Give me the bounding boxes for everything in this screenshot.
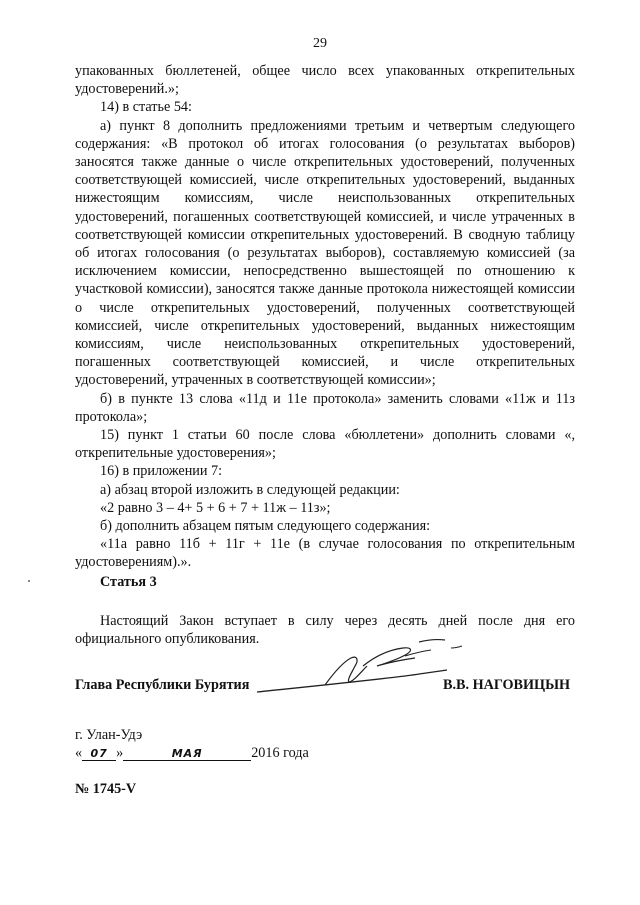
signer-title: Глава Республики Бурятия — [75, 677, 250, 693]
law-body-text — [75, 62, 575, 572]
handwritten-signature — [255, 636, 465, 698]
paragraph-item-14: 14) в статье 54: — [100, 99, 192, 116]
date-year: 2016 года — [251, 745, 309, 761]
paragraph-item-15: 15) пункт 1 статьи 60 после слова «бюллетени» дополнить словами «, открепительные удостоверения»; — [75, 427, 575, 462]
paragraph-continuation: упакованных бюллетеней, общее число всех упакованных открепительных удостоверений.»; — [75, 63, 575, 98]
paragraph-item-16: 16) в приложении 7: — [100, 463, 223, 480]
closing-paragraph: Настоящий Закон вступает в силу через десять дней после дня его официального опубликования. — [75, 613, 575, 648]
margin-mark — [28, 580, 30, 582]
paragraph-formula-2: «2 равно 3 – 4+ 5 + 6 + 7 + 11ж – 11з»; — [100, 499, 331, 516]
paragraph-item-16a: а) абзац второй изложить в следующей редакции: — [100, 481, 400, 498]
date-day: 07 — [82, 747, 116, 761]
paragraph-item-14a: а) пункт 8 дополнить предложениями третьим и четвертым следующего содержания: «В протокол об итогах голосования (о результатах выборов) заносятся также данные о числе открепительных удостоверений, полученных соответствующей комиссией, числе открепительных удостоверений, выданных нижестоящим комиссиям, числе неиспользованных открепительных удостоверений, погашенных соответствующей комиссией, и числе утраченных в соответствующей комиссии открепительных удостоверений. В сводную таблицу об итогах голосования (о результатах выборов), составляемую комиссией (за исключением комиссии, непосредственно вышестоящей по отношению к участковой комиссии), заносятся также данные протокола нижестоящей комиссии о числе открепительных удостоверений, полученных соответствующей комиссией, числе открепительных удостоверений, выданных нижестоящим комиссиям, числе неиспользованных открепительных удостоверений, погашенных соответствующей комиссией, и числе открепительных удостоверений, утраченных в соответствующей комиссии»; — [75, 117, 575, 389]
paragraph-item-16b: б) дополнить абзацем пятым следующего содержания: — [100, 518, 431, 535]
paragraph-item-14b: б) в пункте 13 слова «11д и 11е протокола» заменить словами «11ж и 11з протокола»; — [75, 390, 575, 425]
document-number: № 1745-V — [75, 781, 137, 797]
signing-date — [75, 745, 309, 762]
date-open-quote: « — [75, 745, 83, 761]
date-month: МАЯ — [123, 747, 251, 761]
place-of-signing: г. Улан-Удэ — [75, 727, 143, 743]
date-close-quote: » — [116, 745, 124, 761]
page-number: 29 — [313, 36, 327, 51]
paragraph-formula-11a: «11а равно 11б + 11г + 11е (в случае голосования по открепительным удостоверениям).». — [75, 536, 575, 571]
article-heading: Статья 3 — [100, 574, 157, 590]
signer-name: В.В. НАГОВИЦЫН — [443, 677, 571, 693]
